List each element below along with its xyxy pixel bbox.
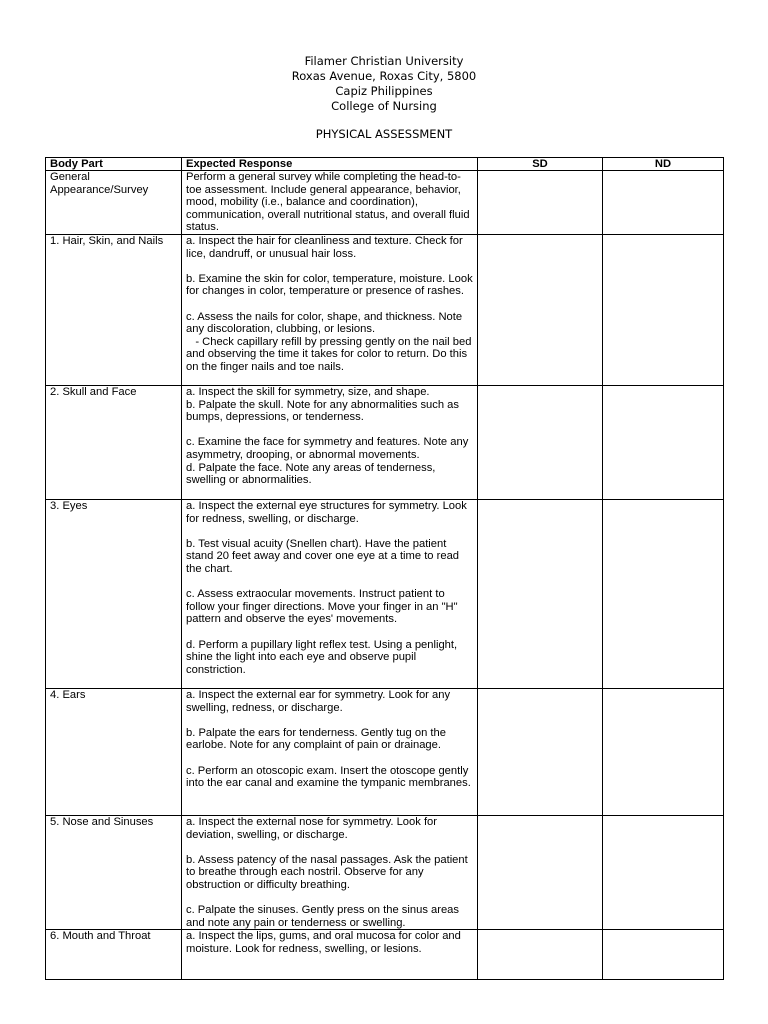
table-row: [46, 689, 724, 816]
nd-cell[interactable]: [603, 171, 724, 235]
table-row: [46, 816, 724, 930]
response-paragraph: [186, 525, 473, 538]
response-paragraph: [186, 424, 473, 437]
response-paragraph: a. Inspect the lips, gums, and oral mucosa for color and moisture. Look for redness, swelling, or lesions.: [186, 930, 464, 955]
response-paragraph: c. Assess extraocular movements. Instruct patient to follow your finger directions. Move your finger in an "H" pattern and observe the eyes' movements.: [186, 588, 461, 626]
body-part-cell: 3. Eyes: [46, 500, 182, 689]
response-paragraph: [186, 841, 473, 854]
response-paragraph: c. Palpate the sinuses. Gently press on the sinus areas and note any pain or tenderness or swelling.: [186, 904, 463, 929]
assessment-table: [45, 157, 724, 980]
nd-cell[interactable]: [603, 930, 724, 980]
document-title: PHYSICAL ASSESSMENT: [315, 127, 453, 141]
response-paragraph: [186, 752, 473, 765]
header-nd: ND: [603, 158, 724, 171]
header-sd: SD: [478, 158, 603, 171]
response-paragraph: a. Inspect the hair for cleanliness and texture. Check for lice, dandruff, or unusual hair loss.: [186, 235, 466, 260]
response-paragraph: [186, 714, 473, 727]
expected-response-cell: [182, 500, 478, 689]
body-part-cell: 6. Mouth and Throat: [46, 930, 182, 980]
expected-response-cell: [182, 386, 478, 500]
header-expected-response: Expected Response: [182, 158, 478, 171]
response-paragraph: b. Palpate the skull. Note for any abnormalities such as bumps, depressions, or tenderness.: [186, 398, 463, 424]
sd-cell[interactable]: [478, 500, 603, 689]
nd-cell[interactable]: [603, 816, 724, 930]
response-paragraph: [186, 892, 473, 905]
expected-response-cell: [182, 235, 478, 386]
response-paragraph: b. Examine the skin for color, temperature, moisture. Look for changes in color, temperature or presence of rashes.: [186, 272, 476, 298]
response-paragraph: c. Perform an otoscopic exam. Insert the otoscope gently into the ear canal and examine the tympanic membranes.: [186, 764, 472, 790]
table-row: [46, 235, 724, 386]
university-region: Capiz Philippines: [335, 84, 433, 98]
university-name: Filamer Christian University: [304, 54, 464, 68]
response-paragraph: d. Perform a pupillary light reflex test. Using a penlight, shine the light into each eye and observe pupil constriction.: [186, 638, 461, 676]
expected-response-cell: [182, 171, 478, 235]
body-part-cell: 5. Nose and Sinuses: [46, 816, 182, 930]
response-paragraph: a. Inspect the external ear for symmetry. Look for any swelling, redness, or discharge.: [186, 689, 454, 714]
nd-cell[interactable]: [603, 689, 724, 816]
sd-cell[interactable]: [478, 235, 603, 386]
response-paragraph: Perform a general survey while completing the head-to-toe assessment. Include general appearance, behavior, mood, mobility (i.e., balance and coordination), communication, overall nutritional status, and overall fluid status.: [186, 171, 473, 234]
sd-cell[interactable]: [478, 689, 603, 816]
response-paragraph: b. Test visual acuity (Snellen chart). Have the patient stand 20 feet away and cover one eye at a time to read the chart.: [186, 537, 463, 575]
expected-response-cell: [182, 930, 478, 980]
response-paragraph: b. Assess patency of the nasal passages. Ask the patient to breathe through each nostril. Observe for any obstruction or difficulty breathing.: [186, 853, 471, 891]
expected-response-cell: [182, 689, 478, 816]
document-header: [0, 54, 768, 114]
response-paragraph: c. Assess the nails for color, shape, and thickness. Note any discoloration, clubbing, or lesions.: [186, 310, 466, 336]
body-part-cell: 1. Hair, Skin, and Nails: [46, 235, 182, 386]
sd-cell[interactable]: [478, 930, 603, 980]
table-row: [46, 171, 724, 235]
body-part-cell: General Appearance/Survey: [46, 171, 182, 235]
nd-cell[interactable]: [603, 386, 724, 500]
college-name: College of Nursing: [331, 99, 437, 113]
response-paragraph: d. Palpate the face. Note any areas of tenderness, swelling or abnormalities.: [186, 461, 439, 487]
body-part-cell: 2. Skull and Face: [46, 386, 182, 500]
response-paragraph: [186, 260, 473, 273]
sd-cell[interactable]: [478, 171, 603, 235]
response-paragraph: a. Inspect the external eye structures for symmetry. Look for redness, swelling, or discharge.: [186, 500, 470, 525]
response-paragraph: c. Examine the face for symmetry and features. Note any asymmetry, drooping, or abnormal movements.: [186, 436, 472, 461]
response-paragraph: [186, 626, 473, 639]
university-address: Roxas Avenue, Roxas City, 5800: [291, 69, 477, 83]
response-paragraph: - Check capillary refill by pressing gently on the nail bed and observing the time it takes for color to return. Do this on the finger nails and toe nails.: [186, 335, 475, 373]
sd-cell[interactable]: [478, 386, 603, 500]
table-row: [46, 930, 724, 980]
header-body-part: Body Part: [46, 158, 182, 171]
table-header-row: [46, 158, 724, 171]
body-part-cell: 4. Ears: [46, 689, 182, 816]
nd-cell[interactable]: [603, 235, 724, 386]
nd-cell[interactable]: [603, 500, 724, 689]
table-body: [46, 171, 724, 980]
response-paragraph: a. Inspect the skill for symmetry, size, and shape.: [186, 386, 430, 398]
table-row: [46, 500, 724, 689]
expected-response-cell: [182, 816, 478, 930]
response-paragraph: [186, 298, 473, 311]
sd-cell[interactable]: [478, 816, 603, 930]
response-paragraph: b. Palpate the ears for tenderness. Gently tug on the earlobe. Note for any complaint of pain or drainage.: [186, 726, 450, 752]
response-paragraph: a. Inspect the external nose for symmetry. Look for deviation, swelling, or discharge.: [186, 816, 441, 841]
response-paragraph: [186, 576, 473, 589]
table-row: [46, 386, 724, 500]
